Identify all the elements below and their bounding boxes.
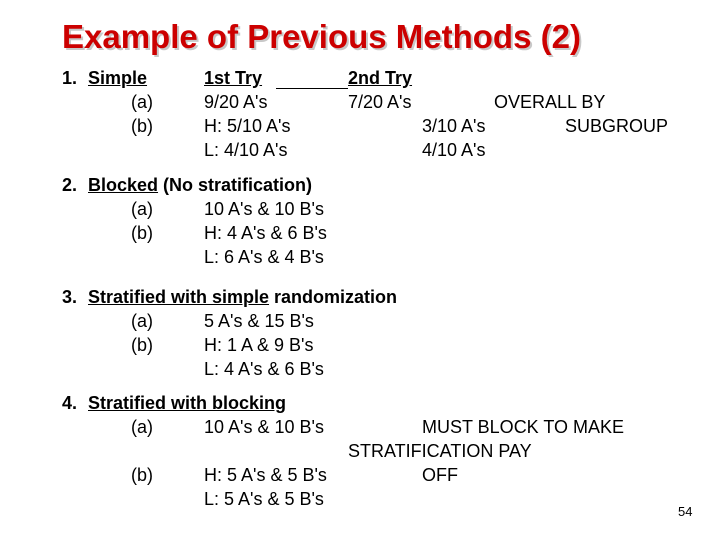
section4-b-label: (b) <box>131 465 153 485</box>
section1-row-a-second: 7/20 A's <box>348 92 412 112</box>
section3-b-l: L: 4 A's & 6 B's <box>204 359 324 379</box>
section4-number: 4. <box>62 393 78 413</box>
section2-heading-line <box>88 174 312 196</box>
section1-number: 1. <box>62 68 78 88</box>
slide-title: Example of Previous Methods (2) <box>62 18 581 55</box>
section1-header-rule <box>276 88 348 89</box>
section4-note-line1: MUST BLOCK TO MAKE <box>422 417 625 437</box>
section1-row-b-h-second: 3/10 A's <box>422 116 486 136</box>
section3-a-label: (a) <box>131 311 153 331</box>
section1-row-a-first: 9/20 A's <box>204 92 268 112</box>
section4-a-value: 10 A's & 10 B's <box>204 417 324 437</box>
section2-a-value: 10 A's & 10 B's <box>204 199 324 219</box>
section3-b-h: H: 1 A & 9 B's <box>204 335 314 355</box>
section2-heading-suffix: (No stratification) <box>158 175 313 195</box>
section3-a-value: 5 A's & 15 B's <box>204 311 314 331</box>
section1-row-b-l-second: 4/10 A's <box>422 140 486 160</box>
section3-heading-suffix: randomization <box>269 287 398 307</box>
page-number: 54 <box>678 504 693 519</box>
section1-note-line2: SUBGROUP <box>565 116 669 136</box>
section2-heading: Blocked <box>88 175 159 195</box>
section3-heading: Stratified with simple <box>88 287 270 307</box>
section1-note-line1: OVERALL BY <box>494 92 606 112</box>
section1-row-b-h-first: H: 5/10 A's <box>204 116 291 136</box>
section2-b-label: (b) <box>131 223 153 243</box>
section3-b-label: (b) <box>131 335 153 355</box>
section2-number: 2. <box>62 175 78 195</box>
section1-col2-header: 2nd Try <box>348 68 413 88</box>
section4-b-l: L: 5 A's & 5 B's <box>204 489 324 509</box>
section3-heading-line <box>88 286 397 308</box>
section4-heading: Stratified with blocking <box>88 393 287 413</box>
section1-row-a-label: (a) <box>131 92 153 112</box>
section1-heading: Simple <box>88 68 148 88</box>
section2-b-h: H: 4 A's & 6 B's <box>204 223 327 243</box>
section1-col1-header: 1st Try <box>204 68 263 88</box>
section1-row-b-label: (b) <box>131 116 153 136</box>
section2-b-l: L: 6 A's & 4 B's <box>204 247 324 267</box>
section4-b-h: H: 5 A's & 5 B's <box>204 465 327 485</box>
section2-a-label: (a) <box>131 199 153 219</box>
section4-note-line2: STRATIFICATION PAY <box>348 441 532 461</box>
section3-number: 3. <box>62 287 78 307</box>
section1-row-b-l-first: L: 4/10 A's <box>204 140 288 160</box>
section4-a-label: (a) <box>131 417 153 437</box>
section4-note-line3: OFF <box>422 465 458 485</box>
